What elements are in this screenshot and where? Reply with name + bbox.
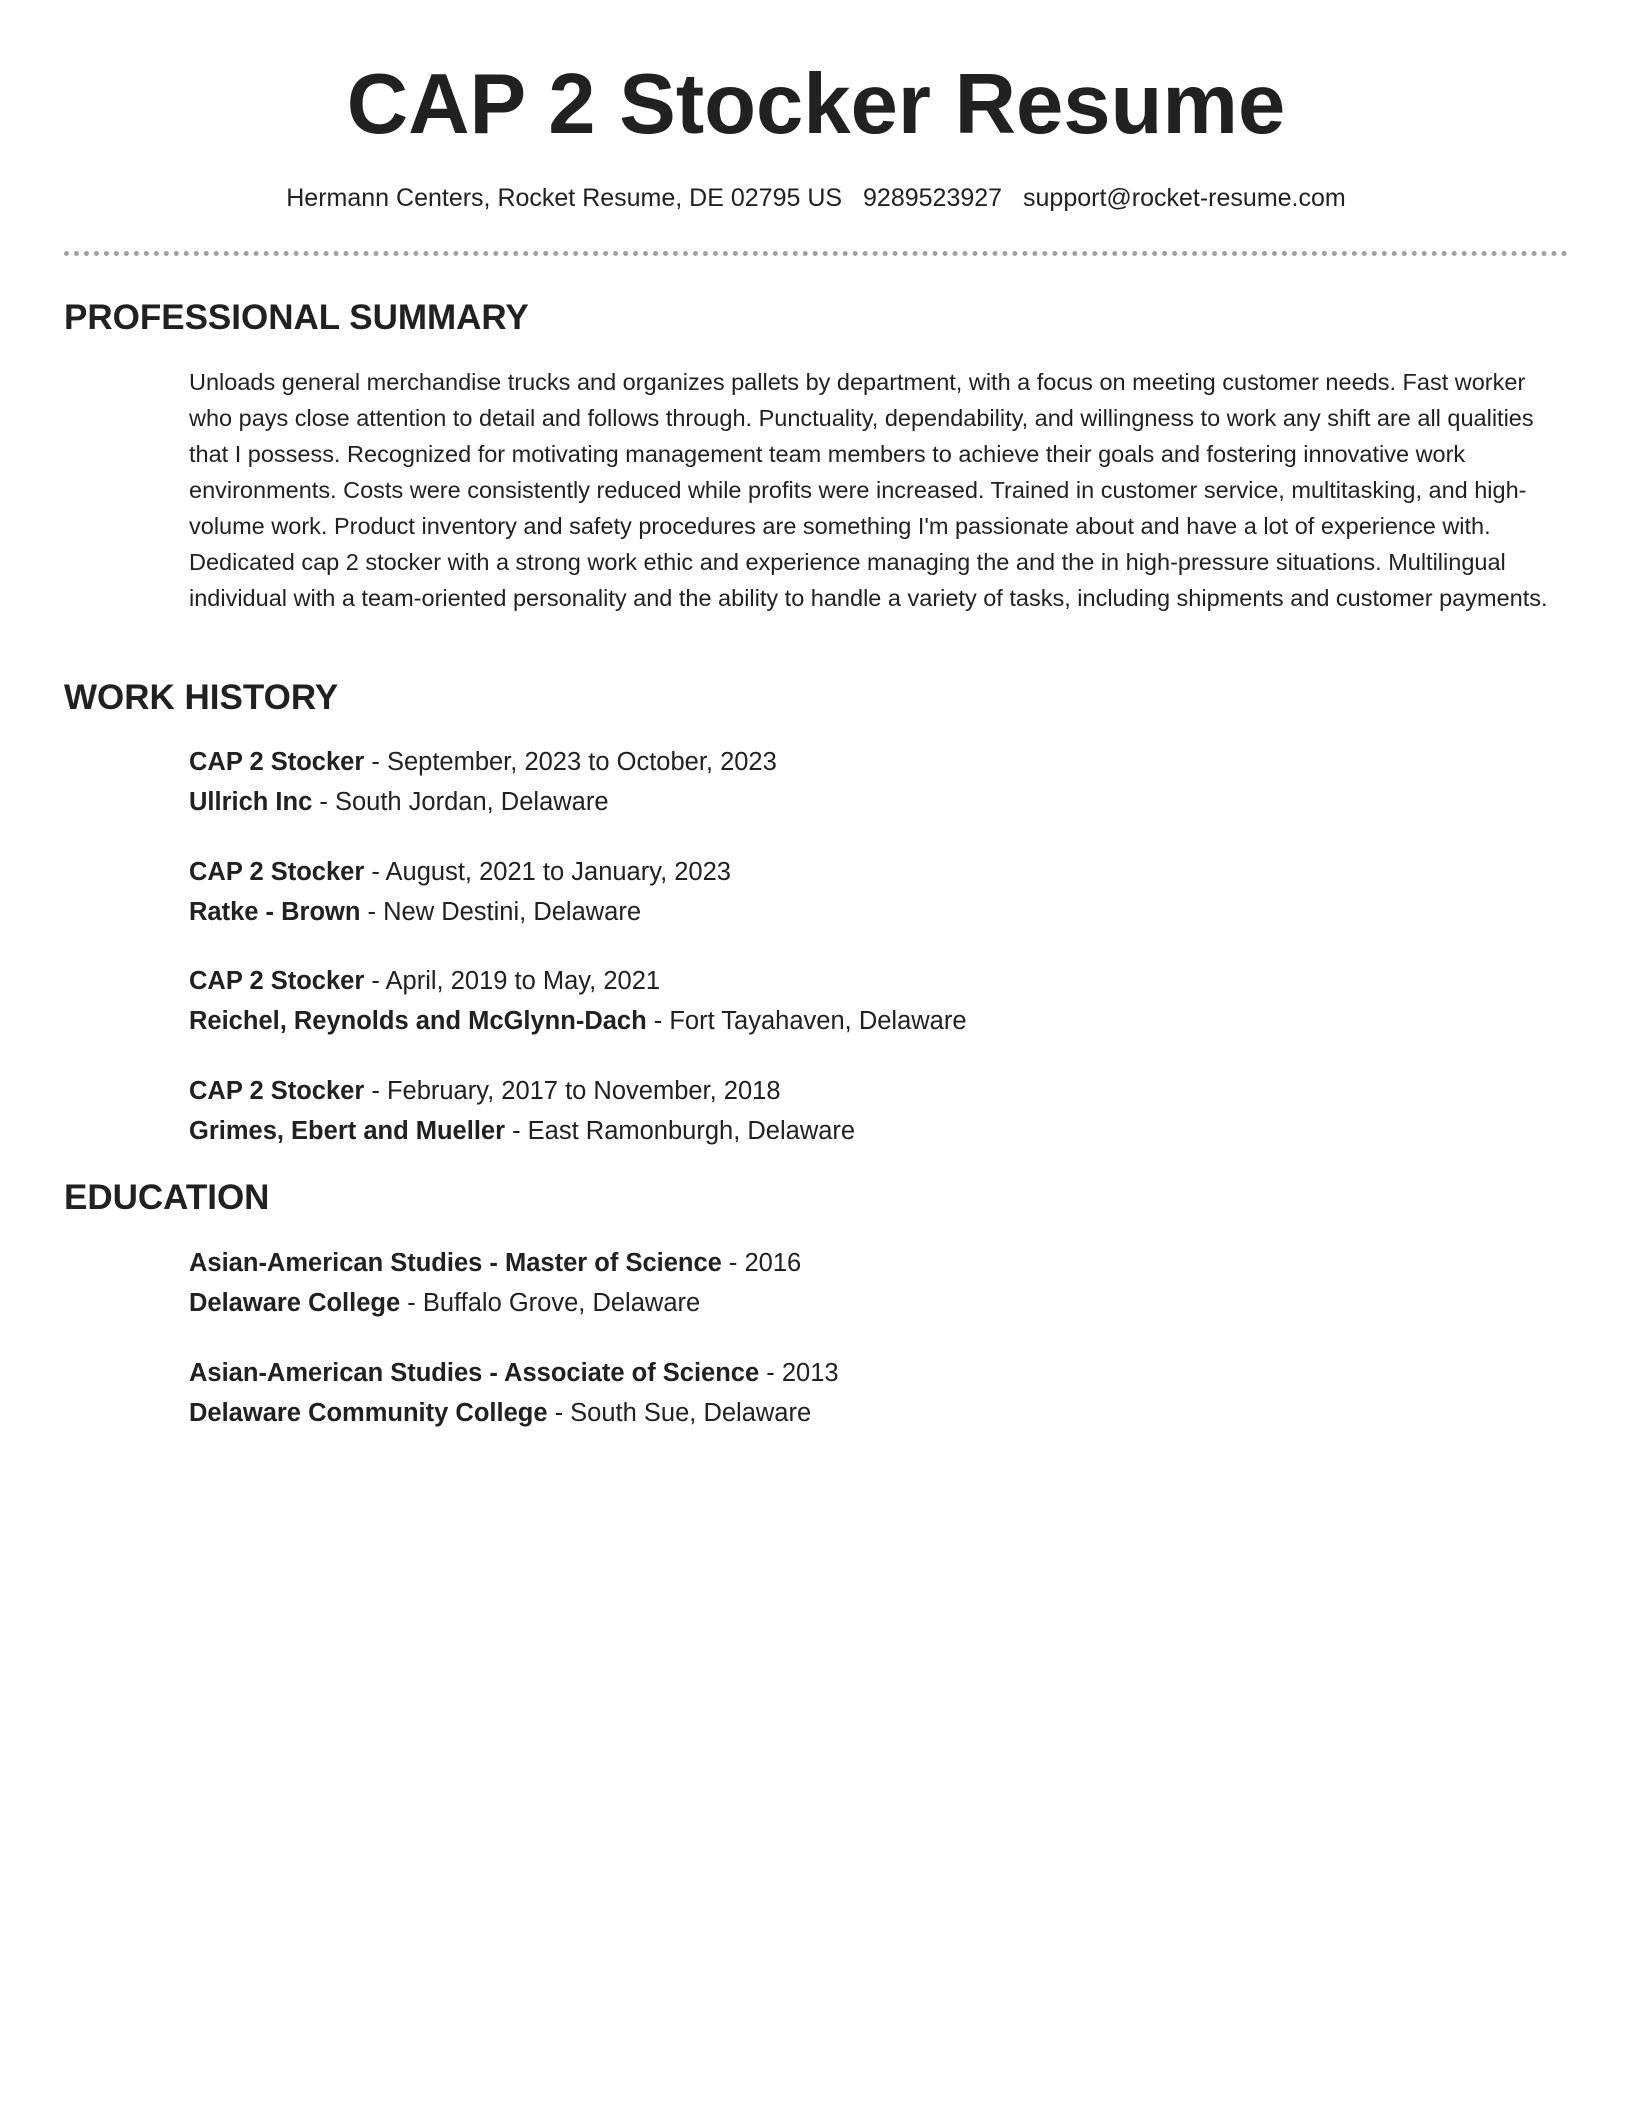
job-title-line <box>189 852 1569 892</box>
work-entry <box>189 1071 1569 1151</box>
job-location: - Fort Tayahaven, Delaware <box>646 1007 967 1035</box>
job-title: CAP 2 Stocker <box>189 748 365 776</box>
job-company-line <box>189 1001 1569 1041</box>
job-dates: - September, 2023 to October, 2023 <box>364 748 777 776</box>
education-entry <box>189 1243 1569 1323</box>
resume-title: CAP 2 Stocker Resume <box>346 57 1286 152</box>
job-location: - East Ramonburgh, Delaware <box>505 1117 856 1145</box>
job-company: Ullrich Inc <box>189 788 313 816</box>
job-title-line <box>189 1071 1569 1111</box>
work-entry <box>189 742 1569 822</box>
work-entry <box>189 961 1569 1041</box>
job-company-line <box>189 782 1569 822</box>
contact-email: support@rocket-resume.com <box>1023 184 1346 212</box>
degree-line <box>189 1243 1569 1283</box>
work-entry <box>189 852 1569 932</box>
job-company-line <box>189 892 1569 932</box>
school: Delaware College <box>189 1289 401 1317</box>
work-history-heading: WORK HISTORY <box>64 678 339 717</box>
job-location: - New Destini, Delaware <box>360 898 642 926</box>
summary-text: Unloads general merchandise trucks and organizes pallets by department, with a focus on meeting customer needs. Fast worker who pays close attention to detail and follows through. Punctuality, dependability, and willingness to work any shift are all qualities that I possess. Recognized for motivating management team members to achieve their goals and fostering innovative work environments. Costs were consistently reduced while profits were increased. Trained in customer service, multitasking, and high-volume work. Product inventory and safety procedures are something I'm passionate about and have a lot of experience with. Dedicated cap 2 stocker with a strong work ethic and experience managing the and the in high-pressure situations. Multilingual individual with a team-oriented personality and the ability to handle a variety of tasks, including shipments and customer payments. <box>189 369 1548 611</box>
degree: Asian-American Studies - Associate of Science <box>189 1359 760 1387</box>
job-company: Grimes, Ebert and Mueller <box>189 1117 506 1145</box>
degree: Asian-American Studies - Master of Science <box>189 1249 722 1277</box>
summary-heading: PROFESSIONAL SUMMARY <box>64 298 529 337</box>
contact-phone: 9289523927 <box>863 184 1003 212</box>
job-title: CAP 2 Stocker <box>189 858 365 886</box>
school-location: - Buffalo Grove, Delaware <box>400 1289 701 1317</box>
header-divider <box>64 251 1568 256</box>
school: Delaware Community College <box>189 1399 548 1427</box>
school-line <box>189 1393 1569 1433</box>
job-dates: - February, 2017 to November, 2018 <box>364 1077 781 1105</box>
job-dates: - August, 2021 to January, 2023 <box>364 858 731 886</box>
job-dates: - April, 2019 to May, 2021 <box>364 967 661 995</box>
degree-year: - 2016 <box>721 1249 802 1277</box>
job-title: CAP 2 Stocker <box>189 967 365 995</box>
education-heading: EDUCATION <box>64 1178 270 1217</box>
job-title-line <box>189 961 1569 1001</box>
school-line <box>189 1283 1569 1323</box>
education-entry <box>189 1353 1569 1433</box>
job-company-line <box>189 1111 1569 1151</box>
school-location: - South Sue, Delaware <box>547 1399 812 1427</box>
job-company: Reichel, Reynolds and McGlynn-Dach <box>189 1007 647 1035</box>
job-title-line <box>189 742 1569 782</box>
degree-line <box>189 1353 1569 1393</box>
job-location: - South Jordan, Delaware <box>312 788 609 816</box>
contact-info <box>0 180 1632 216</box>
job-company: Ratke - Brown <box>189 898 361 926</box>
degree-year: - 2013 <box>759 1359 839 1387</box>
job-title: CAP 2 Stocker <box>189 1077 365 1105</box>
contact-address: Hermann Centers, Rocket Resume, DE 02795 US <box>286 184 843 212</box>
